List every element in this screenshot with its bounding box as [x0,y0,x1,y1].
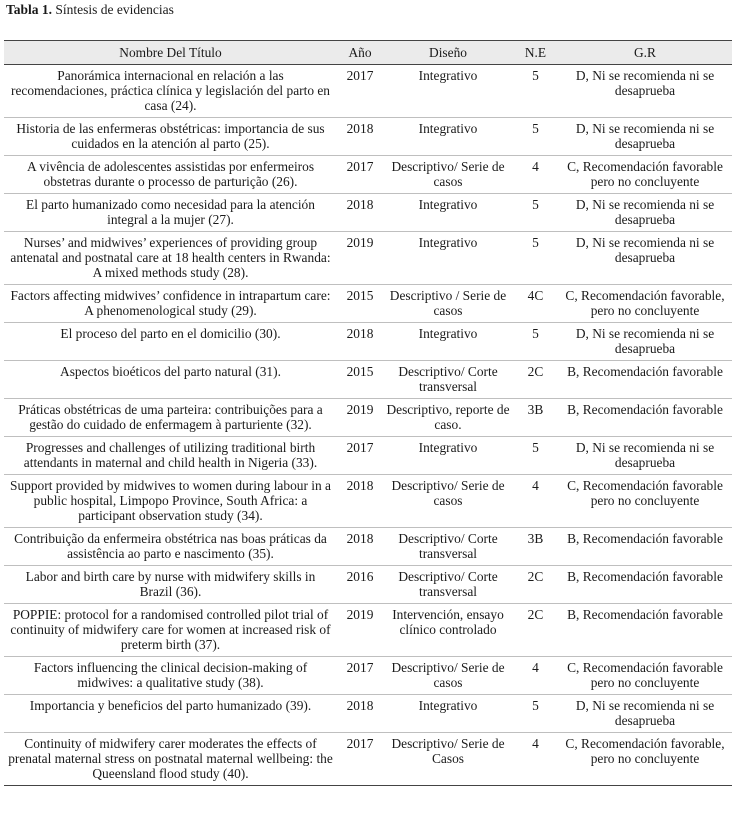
cell-gr: B, Recomendación favorable [558,604,732,657]
table-row [4,361,732,399]
cell-gr: D, Ni se recomienda ni se desaprueba [558,695,732,733]
cell-title: Labor and birth care by nurse with midwifery skills in Brazil (36). [4,566,337,604]
cell-title: Support provided by midwives to women during labour in a public hospital, Limpopo Province, South Africa: a participant observation study (34). [4,475,337,528]
cell-design: Intervención, ensayo clínico controlado [383,604,513,657]
cell-ne: 2C [513,361,558,399]
cell-gr: B, Recomendación favorable [558,361,732,399]
table-row [4,156,732,194]
cell-gr: D, Ni se recomienda ni se desaprueba [558,65,732,118]
header-ne: N.E [513,41,558,65]
cell-design: Integrativo [383,118,513,156]
table-row [4,695,732,733]
table-row [4,118,732,156]
cell-gr: B, Recomendación favorable [558,528,732,566]
cell-design: Descriptivo/ Corte transversal [383,566,513,604]
cell-gr: B, Recomendación favorable [558,399,732,437]
table-row [4,475,732,528]
cell-year: 2017 [337,65,383,118]
cell-year: 2017 [337,437,383,475]
cell-year: 2019 [337,399,383,437]
cell-design: Integrativo [383,232,513,285]
cell-title: Nurses’ and midwives’ experiences of providing group antenatal and postnatal care at 18 health centers in Rwanda: A mixed methods study (28). [4,232,337,285]
cell-gr: C, Recomendación favorable pero no concluyente [558,657,732,695]
cell-ne: 3B [513,399,558,437]
cell-title: Importancia y beneficios del parto humanizado (39). [4,695,337,733]
cell-year: 2018 [337,695,383,733]
table-row [4,285,732,323]
cell-year: 2018 [337,118,383,156]
cell-design: Integrativo [383,437,513,475]
cell-title: Continuity of midwifery carer moderates the effects of prenatal maternal stress on postnatal maternal wellbeing: the Queensland flood study (40). [4,733,337,786]
evidence-table [4,40,732,786]
cell-title: Factors influencing the clinical decision-making of midwives: a qualitative study (38). [4,657,337,695]
cell-title: Factors affecting midwives’ confidence in intrapartum care: A phenomenological study (29). [4,285,337,323]
cell-title: Panorámica internacional en relación a las recomendaciones, práctica clínica y legislación del parto en casa (24). [4,65,337,118]
table-row [4,399,732,437]
cell-design: Descriptivo/ Corte transversal [383,361,513,399]
cell-gr: D, Ni se recomienda ni se desaprueba [558,118,732,156]
cell-design: Descriptivo, reporte de caso. [383,399,513,437]
cell-ne: 4C [513,285,558,323]
cell-design: Integrativo [383,194,513,232]
table-row [4,232,732,285]
cell-ne: 2C [513,566,558,604]
cell-ne: 5 [513,118,558,156]
table-row [4,657,732,695]
cell-title: A vivência de adolescentes assistidas por enfermeiros obstetras durante o processo de parturição (26). [4,156,337,194]
table-row [4,528,732,566]
header-design: Diseño [383,41,513,65]
cell-year: 2019 [337,604,383,657]
cell-design: Integrativo [383,695,513,733]
table-caption-text: Síntesis de evidencias [55,2,174,17]
cell-design: Integrativo [383,323,513,361]
header-gr: G.R [558,41,732,65]
cell-year: 2018 [337,323,383,361]
cell-year: 2019 [337,232,383,285]
table-row [4,323,732,361]
cell-title: Contribuição da enfermeira obstétrica nas boas práticas da assistência ao parto e nascimento (35). [4,528,337,566]
cell-year: 2017 [337,156,383,194]
cell-title: El proceso del parto en el domicilio (30). [4,323,337,361]
table-row [4,604,732,657]
cell-ne: 5 [513,65,558,118]
header-title: Nombre Del Título [4,41,337,65]
cell-ne: 4 [513,475,558,528]
cell-title: POPPIE: protocol for a randomised controlled pilot trial of continuity of midwifery care for women at increased risk of preterm birth (37). [4,604,337,657]
cell-gr: D, Ni se recomienda ni se desaprueba [558,323,732,361]
cell-gr: D, Ni se recomienda ni se desaprueba [558,232,732,285]
table-row [4,566,732,604]
cell-gr: C, Recomendación favorable pero no concluyente [558,156,732,194]
cell-year: 2018 [337,528,383,566]
cell-ne: 3B [513,528,558,566]
cell-year: 2016 [337,566,383,604]
cell-year: 2015 [337,361,383,399]
cell-year: 2018 [337,194,383,232]
cell-gr: C, Recomendación favorable, pero no concluyente [558,733,732,786]
cell-year: 2018 [337,475,383,528]
cell-ne: 4 [513,657,558,695]
cell-design: Descriptivo/ Corte transversal [383,528,513,566]
cell-ne: 4 [513,733,558,786]
cell-ne: 5 [513,194,558,232]
cell-design: Descriptivo/ Serie de casos [383,475,513,528]
header-year: Año [337,41,383,65]
cell-ne: 2C [513,604,558,657]
cell-year: 2017 [337,657,383,695]
table-header [4,41,732,65]
cell-gr: D, Ni se recomienda ni se desaprueba [558,194,732,232]
cell-title: El parto humanizado como necesidad para la atención integral a la mujer (27). [4,194,337,232]
cell-gr: C, Recomendación favorable pero no concluyente [558,475,732,528]
cell-ne: 5 [513,437,558,475]
cell-design: Descriptivo/ Serie de casos [383,156,513,194]
cell-gr: B, Recomendación favorable [558,566,732,604]
cell-ne: 4 [513,156,558,194]
table-row [4,194,732,232]
table-row [4,437,732,475]
cell-year: 2015 [337,285,383,323]
header-row [4,41,732,65]
cell-title: Aspectos bioéticos del parto natural (31). [4,361,337,399]
cell-ne: 5 [513,695,558,733]
cell-title: Práticas obstétricas de uma parteira: contribuições para a gestão do cuidado de enfermagem à parturiente (32). [4,399,337,437]
cell-gr: D, Ni se recomienda ni se desaprueba [558,437,732,475]
cell-title: Historia de las enfermeras obstétricas: importancia de sus cuidados en la atención al parto (25). [4,118,337,156]
cell-ne: 5 [513,323,558,361]
table-caption-label: Tabla 1. [6,2,53,17]
cell-design: Descriptivo/ Serie de casos [383,657,513,695]
cell-year: 2017 [337,733,383,786]
cell-title: Progresses and challenges of utilizing traditional birth attendants in maternal and child health in Nigeria (33). [4,437,337,475]
table-body [4,65,732,786]
cell-ne: 5 [513,232,558,285]
cell-design: Integrativo [383,65,513,118]
table-caption [6,2,174,18]
cell-design: Descriptivo/ Serie de Casos [383,733,513,786]
table-row [4,733,732,786]
cell-gr: C, Recomendación favorable, pero no concluyente [558,285,732,323]
cell-design: Descriptivo / Serie de casos [383,285,513,323]
table-row [4,65,732,118]
